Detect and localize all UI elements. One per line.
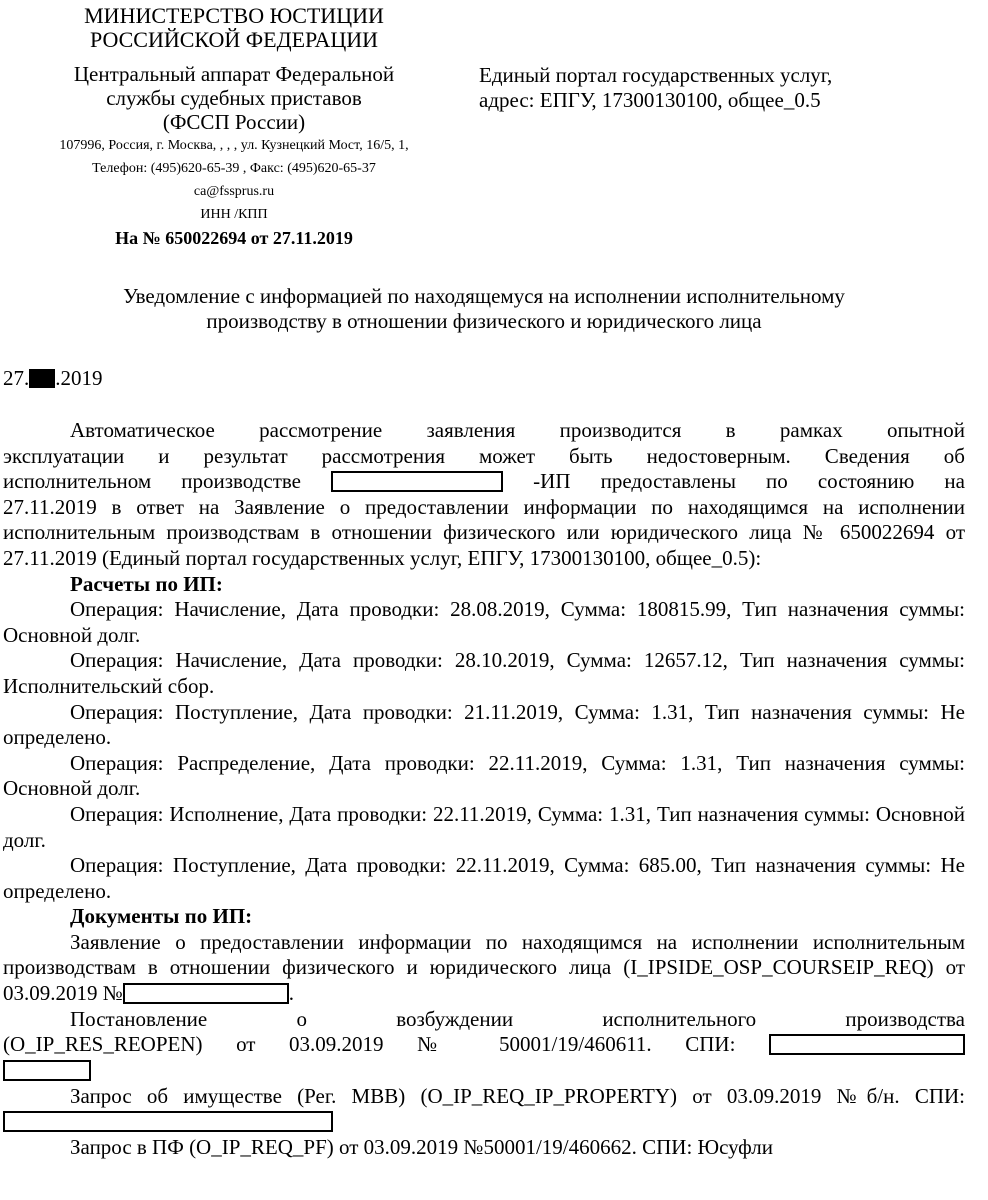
payment-operation: Операция: Начисление, Дата проводки: 28.10.2019, Сумма: 12657.12, Тип назначения суммы: Исполнительский сбор. [3, 648, 965, 698]
intro-line-3-end: -ИП предоставлены по состоянию на [533, 469, 965, 494]
intro-line-3-start: исполнительном производстве [3, 469, 301, 494]
document-title [0, 284, 968, 334]
payment-operation: Операция: Начисление, Дата проводки: 28.08.2019, Сумма: 180815.99, Тип назначения суммы: Основной долг. [3, 597, 965, 647]
sender-address: 107996, Россия, г. Москва, , , , ул. Кузнецкий Мост, 16/5, 1, [59, 138, 409, 153]
date-suffix: .2019 [55, 366, 103, 390]
ministry-name-line-1: МИНИСТЕРСТВО ЮСТИЦИИ [84, 3, 384, 28]
office-name-line-1: Центральный аппарат Федеральной [73, 62, 395, 86]
sender-phone: Телефон: (495)620-65-39 , Факс: (495)620-65-37 [92, 161, 376, 176]
document-item [3, 1084, 965, 1135]
document-item-line: Постановление о возбуждении исполнительного производства [70, 1006, 965, 1031]
sender-block [0, 4, 468, 249]
reference-number: На № 650022694 от 27.11.2019 [115, 228, 353, 248]
title-line-2: производству в отношении физического и юридического лица [206, 309, 762, 333]
document-item-line [3, 1032, 965, 1058]
document-item-text: Запрос об имуществе (Рег. МВВ) (O_IP_REQ_IP_PROPERTY) от 03.09.2019 №б/н. СПИ: [70, 1083, 965, 1108]
document-item: Запрос в ПФ (O_IP_REQ_PF) от 03.09.2019 №50001/19/460662. СПИ: Юсуфли [70, 1135, 773, 1160]
intro-line-3 [3, 469, 965, 495]
ministry-name-line-2: РОССИЙСКОЙ ФЕДЕРАЦИИ [89, 27, 379, 52]
sender-inn: ИНН /КПП [200, 207, 268, 222]
office-name-line-3: (ФССП России) [162, 110, 306, 134]
sender-email: ca@fssprus.ru [193, 184, 275, 199]
redacted-box [123, 983, 289, 1004]
document-item-line [3, 1058, 965, 1084]
payment-operation: Операция: Распределение, Дата проводки: 22.11.2019, Сумма: 1.31, Тип назначения суммы: Основной долг. [3, 750, 965, 801]
recipient-line-2: адрес: ЕПГУ, 17300130100, общее_0.5 [479, 88, 821, 112]
document-item-end: . [288, 981, 295, 1006]
redacted-box [769, 1034, 965, 1055]
intro-rest: 27.11.2019 в ответ на Заявление о предоставлении информации по находящимся на исполнении исполнительным производствам в отношении физического или юридического лица № 650022694 от 27.11.2019 (Единый портал государственных услуг, ЕПГУ, 17300130100, общее_0.5): [3, 494, 965, 570]
documents-heading: Документы по ИП: [70, 904, 253, 929]
document-item-text: Заявление о предоставлении информации по находящимся на исполнении исполнительным производствам в отношении физического и юридического лица (I_IPSIDE_OSP_COURSEIP_REQ) от 03.09.2019 № [3, 929, 965, 1006]
redacted-box [3, 1060, 91, 1081]
intro-line-1: Автоматическое рассмотрение заявления производится в рамках опытной [70, 418, 965, 442]
office-name-line-2: службы судебных приставов [106, 86, 362, 110]
document-item-text: (O_IP_RES_REOPEN) от 03.09.2019 № 50001/19/460611. СПИ: [3, 1032, 736, 1057]
payments-heading: Расчеты по ИП: [70, 571, 223, 596]
document-body [3, 418, 965, 1161]
document-item [3, 930, 965, 1007]
payment-operation: Операция: Поступление, Дата проводки: 21.11.2019, Сумма: 1.31, Тип назначения суммы: Не определено. [3, 699, 965, 750]
document-date [3, 366, 103, 390]
redacted-box [3, 1111, 333, 1132]
redacted-box [331, 471, 503, 492]
title-line-1: Уведомление с информацией по находящемуся на исполнении исполнительному [123, 284, 845, 308]
date-prefix: 27. [3, 366, 30, 390]
recipient-line-1: Единый портал государственных услуг, [479, 63, 833, 87]
payment-operation: Операция: Исполнение, Дата проводки: 22.11.2019, Сумма: 1.31, Тип назначения суммы: Основной долг. [3, 801, 965, 852]
payment-operation: Операция: Поступление, Дата проводки: 22.11.2019, Сумма: 685.00, Тип назначения суммы: Не определено. [3, 853, 965, 903]
redacted-box [29, 369, 55, 388]
intro-line-2: эксплуатации и результат рассмотрения может быть недостоверным. Сведения об [3, 443, 965, 468]
recipient-block [479, 63, 979, 113]
